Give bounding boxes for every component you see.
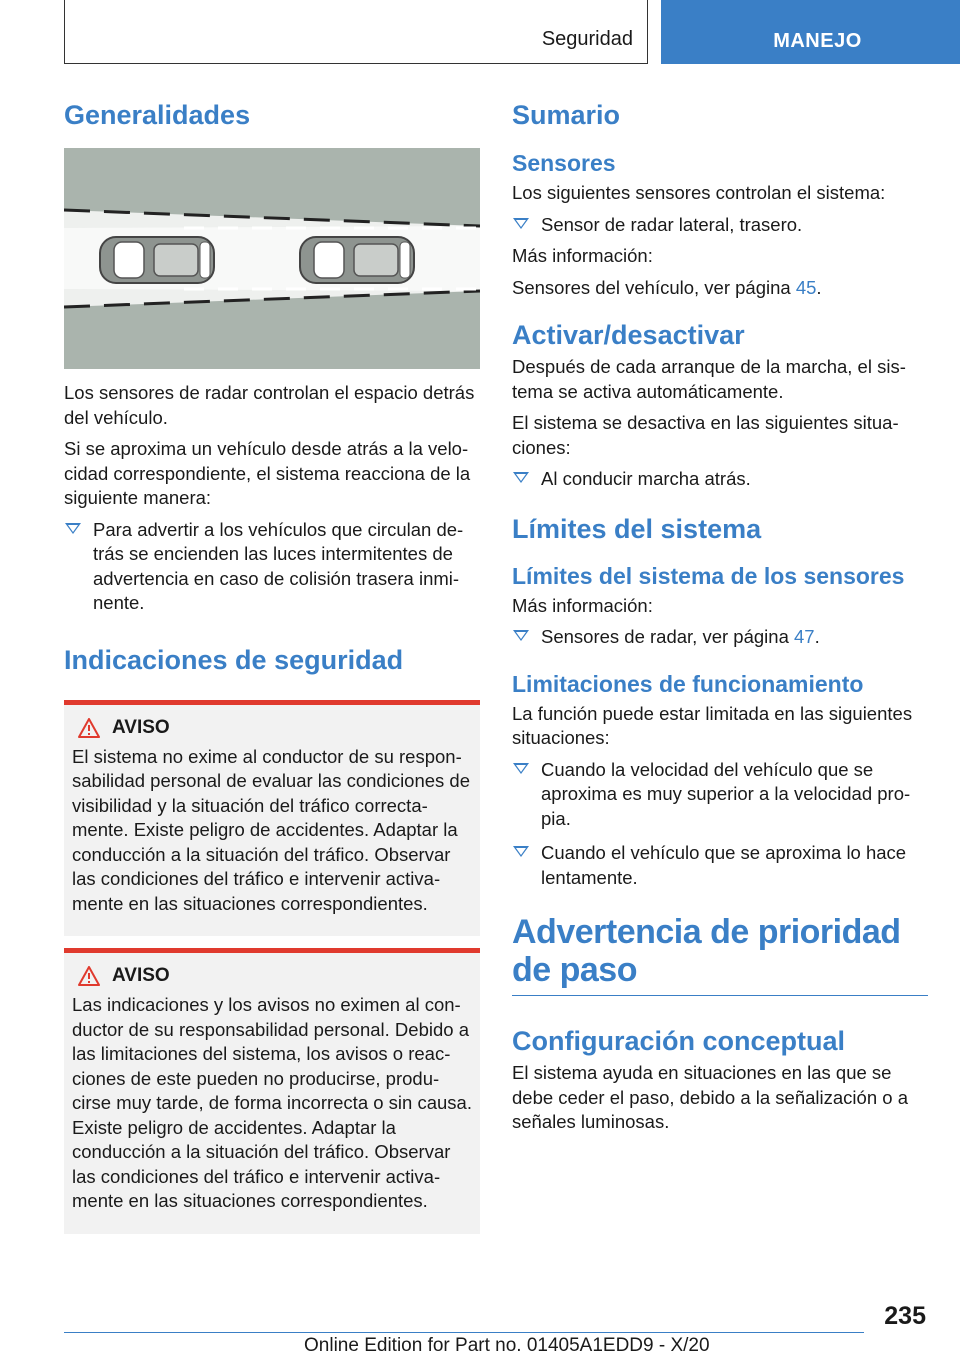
heading-limitaciones: Limitaciones de funcionamiento (512, 670, 864, 697)
heading-limites-sensores: Límites del sistema de los sensores (512, 562, 905, 589)
car-rear-icon (300, 237, 414, 283)
car-front-icon (100, 237, 214, 283)
left-column (64, 98, 480, 1234)
heading-seguridad: Indicaciones de seguridad (64, 644, 404, 675)
paragraph: Más información: (512, 245, 653, 266)
bullet-triangle-icon (513, 218, 529, 229)
list-item (512, 841, 928, 890)
bullet-triangle-icon (513, 630, 529, 641)
paragraph: Después de cada arranque de la marcha, el sistema se activa automáticamente. (512, 356, 906, 402)
right-column (512, 98, 928, 1135)
chapter-heading-block (512, 913, 928, 996)
warning-title: AVISO (112, 965, 170, 986)
heading-activar: Activar/desactivar (512, 320, 745, 350)
paragraph: Los siguientes sensores controlan el sistema: (512, 182, 886, 203)
header-tab[interactable]: MANEJO (661, 0, 960, 64)
heading-limites: Límites del sistema (512, 513, 762, 544)
reference-text: Sensores de radar, ver página (541, 626, 794, 647)
header-frame (64, 0, 648, 64)
list-item-text: Cuando el vehículo que se aproxima lo hace lentamente. (541, 842, 907, 888)
bullet-triangle-icon (65, 523, 81, 534)
reference-end: . (814, 626, 820, 647)
heading-sumario: Sumario (512, 100, 621, 130)
list-item (512, 213, 928, 238)
reference-end: . (816, 276, 822, 298)
page-link-45[interactable]: 45 (795, 276, 817, 298)
list-item (512, 625, 928, 650)
warning-triangle-icon (78, 718, 100, 738)
bullet-triangle-icon (513, 472, 529, 483)
warning-text: Las indicaciones y los avisos no eximen al conductor de su responsabilidad personal. Debido a las limitaciones del sistema, los avisos o reacciones de este pueden no producirse, producirse muy tarde, de forma incorrecta o sin causa. Existe peligro de accidentes. Adaptar la conducción a la situación del tráfico. Observar las condiciones del tráfico e intervenir activamente en las situaciones correspondientes. (72, 994, 472, 1211)
reference-line (512, 276, 928, 301)
footer-rule (64, 1332, 864, 1333)
list-item-text: Para advertir a los vehículos que circulan detrás se encienden las luces intermitentes de advertencia en caso de colisión trasera inminente. (93, 518, 464, 613)
warning-box (64, 948, 480, 1234)
warning-box (64, 700, 480, 937)
list-item-text: Al conducir marcha atrás. (541, 468, 751, 489)
paragraph: Más información: (512, 594, 653, 616)
heading-configuracion: Configuración conceptual (512, 1026, 846, 1056)
radar-illustration (64, 148, 480, 369)
list-item (64, 518, 480, 616)
warning-triangle-icon (78, 966, 100, 986)
heading-sensores: Sensores (512, 150, 616, 176)
heading-generalidades: Generalidades (64, 100, 251, 130)
header-section: Seguridad (541, 28, 633, 50)
paragraph: El sistema se desactiva en las siguientes situaciones: (512, 412, 899, 458)
list-item-text: Sensor de radar lateral, trasero. (541, 213, 803, 235)
list-item (512, 467, 928, 492)
paragraph: Si se aproxima un vehículo desde atrás a la velocidad correspondiente, el sistema reacciona de la siguiente manera: (64, 438, 471, 508)
warning-text: El sistema no exime al conductor de su responsabilidad personal de evaluar las condiciones de visibilidad y la situación del tráfico correctamente. Existe peligro de accidentes. Adaptar la conducción a la situación del tráfico. Observar las condiciones del tráfico e intervenir activamente en las situaciones correspondientes. (72, 745, 471, 914)
footer-edition: Online Edition for Part no. 01405A1EDD9 - X/20 (304, 1335, 710, 1356)
paragraph: Los sensores de radar controlan el espacio detrás del vehículo. (64, 382, 475, 428)
page-number: 235 (884, 1302, 926, 1330)
list-item (512, 758, 928, 832)
bullet-triangle-icon (513, 763, 529, 774)
heading-advertencia: Advertencia de prioridad de paso (512, 913, 901, 989)
reference-text: Sensores del vehículo, ver página (512, 276, 796, 298)
paragraph: La función puede estar limitada en las siguientes situaciones: (512, 702, 913, 748)
list-item-text: Cuando la velocidad del vehículo que se aproxima es muy superior a la velocidad propia. (541, 758, 911, 829)
page-link-47[interactable]: 47 (794, 626, 815, 647)
warning-title: AVISO (112, 716, 170, 738)
paragraph: El sistema ayuda en situaciones en las que se debe ceder el paso, debido a la señalización o a señales luminosas. (512, 1062, 908, 1132)
bullet-triangle-icon (513, 846, 529, 857)
